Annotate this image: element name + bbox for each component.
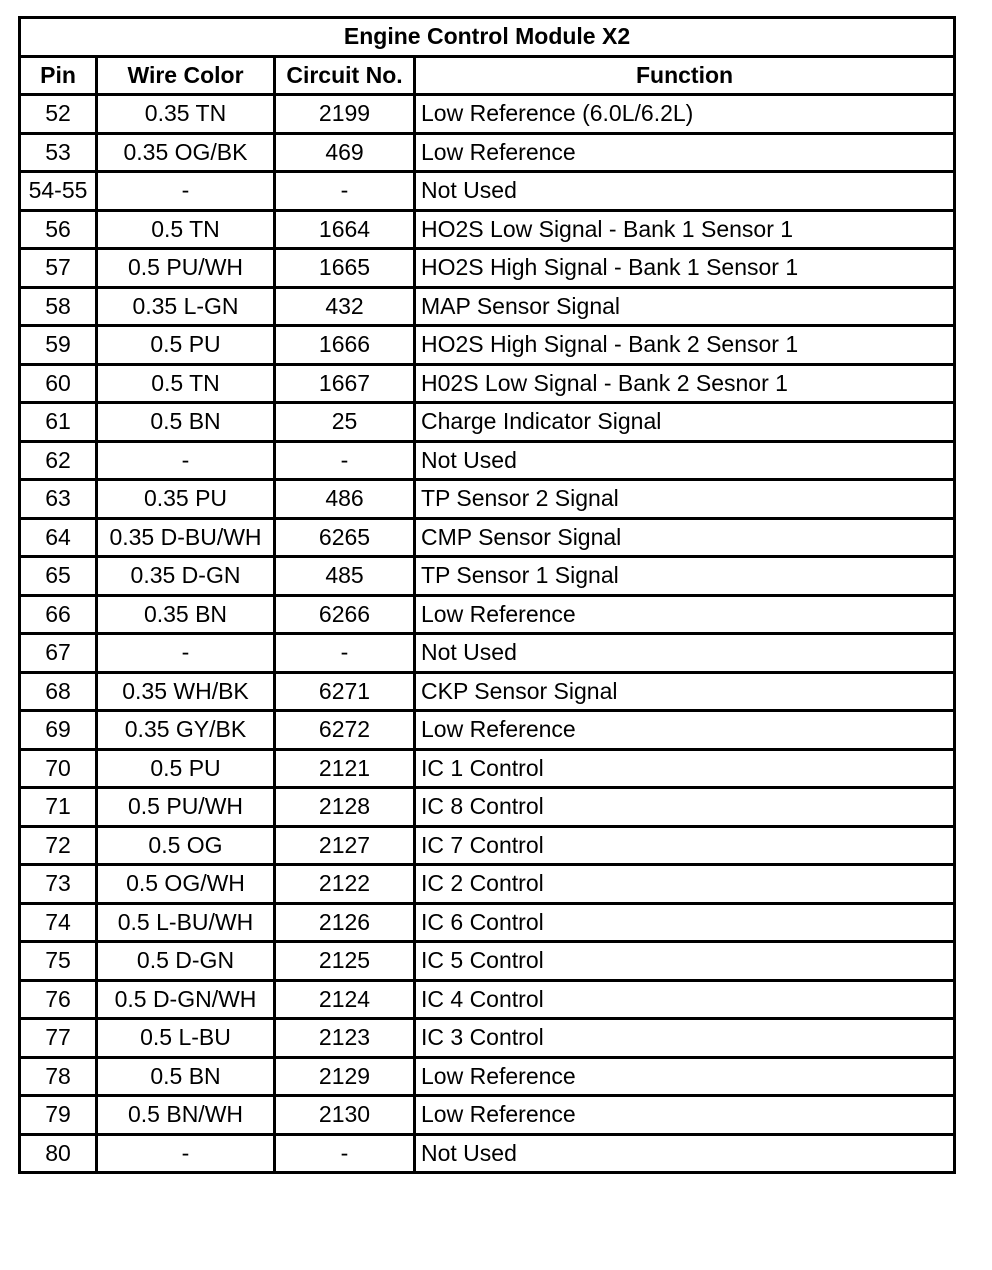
- cell-pin: 70: [20, 749, 97, 788]
- cell-pin: 58: [20, 287, 97, 326]
- cell-function: IC 3 Control: [415, 1019, 955, 1058]
- cell-function: TP Sensor 1 Signal: [415, 557, 955, 596]
- cell-function: IC 6 Control: [415, 903, 955, 942]
- cell-pin: 77: [20, 1019, 97, 1058]
- header-pin: Pin: [20, 56, 97, 95]
- cell-function: Low Reference: [415, 1096, 955, 1135]
- cell-circuit-no: 432: [275, 287, 415, 326]
- cell-wire-color: 0.5 PU/WH: [97, 788, 275, 827]
- table-body: [20, 95, 955, 1173]
- cell-pin: 56: [20, 210, 97, 249]
- cell-function: Low Reference: [415, 133, 955, 172]
- cell-function: Low Reference: [415, 595, 955, 634]
- table-row: [20, 634, 955, 673]
- header-row: [20, 56, 955, 95]
- cell-pin: 71: [20, 788, 97, 827]
- cell-circuit-no: -: [275, 441, 415, 480]
- cell-wire-color: 0.35 BN: [97, 595, 275, 634]
- cell-function: Low Reference (6.0L/6.2L): [415, 95, 955, 134]
- cell-wire-color: 0.5 BN: [97, 1057, 275, 1096]
- cell-circuit-no: 1666: [275, 326, 415, 365]
- table-row: [20, 672, 955, 711]
- header-circuit-no: Circuit No.: [275, 56, 415, 95]
- header-wire-color: Wire Color: [97, 56, 275, 95]
- cell-circuit-no: 486: [275, 480, 415, 519]
- table-row: [20, 557, 955, 596]
- cell-wire-color: -: [97, 172, 275, 211]
- table-row: [20, 749, 955, 788]
- table-row: [20, 287, 955, 326]
- cell-pin: 54-55: [20, 172, 97, 211]
- cell-wire-color: 0.5 OG/WH: [97, 865, 275, 904]
- table-row: [20, 1096, 955, 1135]
- table-row: [20, 364, 955, 403]
- cell-pin: 80: [20, 1134, 97, 1173]
- header-function: Function: [415, 56, 955, 95]
- cell-pin: 75: [20, 942, 97, 981]
- cell-wire-color: 0.35 WH/BK: [97, 672, 275, 711]
- cell-pin: 76: [20, 980, 97, 1019]
- cell-wire-color: 0.35 OG/BK: [97, 133, 275, 172]
- cell-pin: 60: [20, 364, 97, 403]
- table-row: [20, 826, 955, 865]
- cell-circuit-no: -: [275, 172, 415, 211]
- cell-function: H02S Low Signal - Bank 2 Sesnor 1: [415, 364, 955, 403]
- cell-pin: 69: [20, 711, 97, 750]
- cell-pin: 74: [20, 903, 97, 942]
- table-row: [20, 480, 955, 519]
- cell-circuit-no: 2199: [275, 95, 415, 134]
- table-row: [20, 249, 955, 288]
- cell-circuit-no: 1665: [275, 249, 415, 288]
- cell-circuit-no: 6265: [275, 518, 415, 557]
- cell-pin: 62: [20, 441, 97, 480]
- cell-pin: 65: [20, 557, 97, 596]
- cell-pin: 52: [20, 95, 97, 134]
- cell-function: Not Used: [415, 634, 955, 673]
- cell-wire-color: 0.5 D-GN/WH: [97, 980, 275, 1019]
- cell-function: HO2S High Signal - Bank 1 Sensor 1: [415, 249, 955, 288]
- cell-circuit-no: 1667: [275, 364, 415, 403]
- cell-circuit-no: 469: [275, 133, 415, 172]
- cell-wire-color: -: [97, 441, 275, 480]
- cell-wire-color: 0.35 D-BU/WH: [97, 518, 275, 557]
- cell-circuit-no: -: [275, 634, 415, 673]
- cell-circuit-no: 2129: [275, 1057, 415, 1096]
- table-row: [20, 441, 955, 480]
- cell-function: Not Used: [415, 172, 955, 211]
- cell-pin: 79: [20, 1096, 97, 1135]
- cell-pin: 68: [20, 672, 97, 711]
- cell-function: IC 7 Control: [415, 826, 955, 865]
- cell-function: Charge Indicator Signal: [415, 403, 955, 442]
- cell-wire-color: -: [97, 1134, 275, 1173]
- cell-wire-color: 0.35 TN: [97, 95, 275, 134]
- title-row: [20, 18, 955, 57]
- cell-wire-color: 0.35 GY/BK: [97, 711, 275, 750]
- cell-circuit-no: 2123: [275, 1019, 415, 1058]
- table-row: [20, 595, 955, 634]
- cell-circuit-no: 6271: [275, 672, 415, 711]
- cell-circuit-no: 2130: [275, 1096, 415, 1135]
- cell-wire-color: 0.5 OG: [97, 826, 275, 865]
- cell-pin: 66: [20, 595, 97, 634]
- cell-function: CKP Sensor Signal: [415, 672, 955, 711]
- table-row: [20, 711, 955, 750]
- cell-circuit-no: 2127: [275, 826, 415, 865]
- table-row: [20, 172, 955, 211]
- cell-wire-color: 0.35 D-GN: [97, 557, 275, 596]
- cell-function: Not Used: [415, 441, 955, 480]
- cell-wire-color: 0.5 L-BU: [97, 1019, 275, 1058]
- cell-function: IC 4 Control: [415, 980, 955, 1019]
- cell-circuit-no: 25: [275, 403, 415, 442]
- cell-circuit-no: 2128: [275, 788, 415, 827]
- cell-circuit-no: 6272: [275, 711, 415, 750]
- cell-pin: 72: [20, 826, 97, 865]
- cell-pin: 61: [20, 403, 97, 442]
- cell-function: IC 1 Control: [415, 749, 955, 788]
- cell-function: Not Used: [415, 1134, 955, 1173]
- table-row: [20, 1019, 955, 1058]
- table-row: [20, 133, 955, 172]
- cell-pin: 59: [20, 326, 97, 365]
- table-row: [20, 210, 955, 249]
- cell-pin: 73: [20, 865, 97, 904]
- table-row: [20, 1057, 955, 1096]
- table-row: [20, 942, 955, 981]
- cell-wire-color: 0.5 PU: [97, 326, 275, 365]
- table-row: [20, 865, 955, 904]
- cell-circuit-no: 2122: [275, 865, 415, 904]
- cell-circuit-no: 2121: [275, 749, 415, 788]
- cell-wire-color: 0.35 PU: [97, 480, 275, 519]
- cell-wire-color: 0.35 L-GN: [97, 287, 275, 326]
- cell-circuit-no: 1664: [275, 210, 415, 249]
- cell-circuit-no: -: [275, 1134, 415, 1173]
- cell-pin: 57: [20, 249, 97, 288]
- cell-function: HO2S Low Signal - Bank 1 Sensor 1: [415, 210, 955, 249]
- cell-function: Low Reference: [415, 1057, 955, 1096]
- cell-wire-color: 0.5 L-BU/WH: [97, 903, 275, 942]
- cell-function: HO2S High Signal - Bank 2 Sensor 1: [415, 326, 955, 365]
- cell-wire-color: 0.5 BN: [97, 403, 275, 442]
- cell-wire-color: 0.5 D-GN: [97, 942, 275, 981]
- cell-function: CMP Sensor Signal: [415, 518, 955, 557]
- cell-function: IC 2 Control: [415, 865, 955, 904]
- cell-function: Low Reference: [415, 711, 955, 750]
- pinout-table: [18, 16, 956, 1174]
- table-title: Engine Control Module X2: [20, 18, 955, 57]
- cell-wire-color: 0.5 TN: [97, 364, 275, 403]
- cell-pin: 78: [20, 1057, 97, 1096]
- cell-function: MAP Sensor Signal: [415, 287, 955, 326]
- cell-wire-color: 0.5 PU: [97, 749, 275, 788]
- cell-circuit-no: 2125: [275, 942, 415, 981]
- cell-circuit-no: 485: [275, 557, 415, 596]
- table-row: [20, 95, 955, 134]
- table-row: [20, 403, 955, 442]
- cell-wire-color: 0.5 PU/WH: [97, 249, 275, 288]
- cell-wire-color: 0.5 BN/WH: [97, 1096, 275, 1135]
- cell-pin: 67: [20, 634, 97, 673]
- cell-pin: 53: [20, 133, 97, 172]
- cell-function: IC 8 Control: [415, 788, 955, 827]
- cell-function: TP Sensor 2 Signal: [415, 480, 955, 519]
- cell-wire-color: 0.5 TN: [97, 210, 275, 249]
- table-row: [20, 980, 955, 1019]
- cell-wire-color: -: [97, 634, 275, 673]
- cell-circuit-no: 6266: [275, 595, 415, 634]
- table-row: [20, 518, 955, 557]
- cell-circuit-no: 2126: [275, 903, 415, 942]
- table-row: [20, 903, 955, 942]
- cell-pin: 64: [20, 518, 97, 557]
- table-row: [20, 788, 955, 827]
- cell-function: IC 5 Control: [415, 942, 955, 981]
- table-row: [20, 326, 955, 365]
- cell-pin: 63: [20, 480, 97, 519]
- table-row: [20, 1134, 955, 1173]
- cell-circuit-no: 2124: [275, 980, 415, 1019]
